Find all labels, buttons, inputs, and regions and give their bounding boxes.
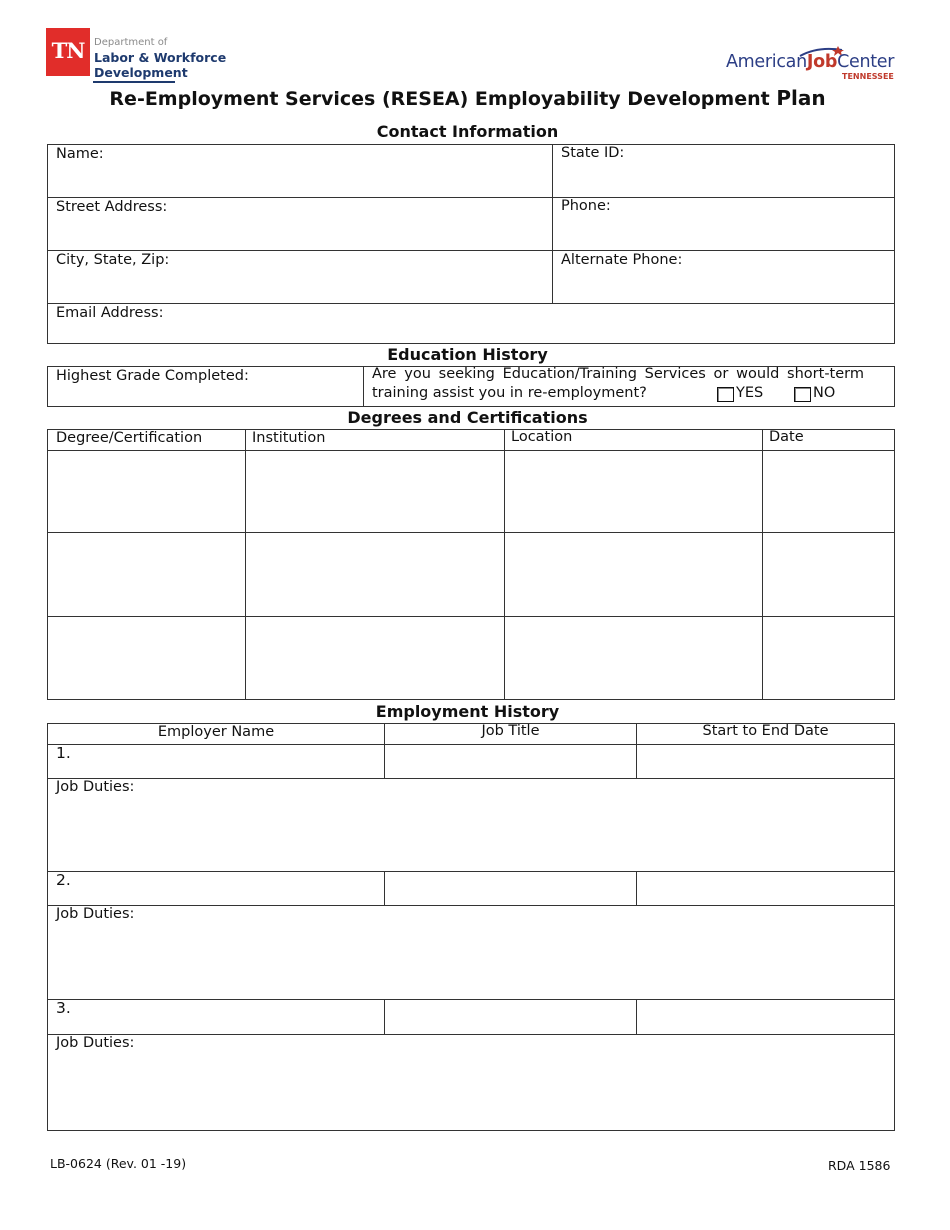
training-question-line2: training assist you in re-employment?: [372, 385, 647, 401]
institution-cell[interactable]: [245, 616, 505, 700]
job-duties-field[interactable]: [47, 1034, 895, 1131]
no-label: NO: [813, 385, 836, 401]
dept-underline: [93, 81, 175, 83]
state-id-label: State ID:: [561, 145, 625, 161]
contact-heading: Contact Information: [376, 122, 559, 141]
dept-prefix: Department of: [94, 37, 168, 48]
dept-line2: Development: [94, 65, 188, 80]
title-main: Re-Employment Services (RESEA) Employability Development: [109, 88, 777, 110]
entry-number: 2.: [56, 871, 71, 889]
page-title: [0, 86, 935, 110]
no-checkbox[interactable]: [794, 387, 811, 402]
job-duties-label: Job Duties:: [56, 906, 135, 922]
job-title-col-label: Job Title: [481, 723, 540, 739]
email-label: Email Address:: [56, 305, 164, 321]
entry-number: 3.: [56, 999, 71, 1017]
location-cell[interactable]: [504, 616, 763, 700]
ajc-state: TENNESSEE: [842, 72, 894, 81]
dates-cell[interactable]: [636, 744, 895, 779]
dates-col-label: Start to End Date: [702, 723, 829, 739]
date-cell[interactable]: [762, 616, 895, 700]
job-title-cell[interactable]: [384, 999, 637, 1035]
location-cell[interactable]: [504, 532, 763, 617]
phone-label: Phone:: [561, 198, 611, 214]
date-cell[interactable]: [762, 532, 895, 617]
entry-number: 1.: [56, 744, 71, 762]
employer-name-cell[interactable]: [47, 999, 385, 1035]
degree-cell[interactable]: [47, 450, 246, 533]
yes-label: YES: [736, 385, 764, 401]
location-col-label: Location: [511, 429, 573, 445]
employer-col-label: Employer Name: [157, 724, 275, 740]
dept-line1: Labor & Workforce: [94, 50, 227, 65]
title-end: Plan: [776, 86, 826, 110]
training-question-line1: Are you seeking Education/Training Services or would short-term: [372, 366, 864, 382]
job-duties-label: Job Duties:: [56, 779, 135, 795]
job-title-cell[interactable]: [384, 871, 637, 906]
dates-cell[interactable]: [636, 871, 895, 906]
job-title-cell[interactable]: [384, 744, 637, 779]
ajc-job: Job: [806, 52, 838, 72]
institution-col-label: Institution: [252, 430, 326, 446]
name-label: Name:: [56, 146, 104, 162]
date-cell[interactable]: [762, 450, 895, 533]
location-cell[interactable]: [504, 450, 763, 533]
degree-col-label: Degree/Certification: [56, 430, 203, 446]
degrees-heading: Degrees and Certifications: [347, 408, 588, 427]
city-label: City, State, Zip:: [56, 252, 170, 268]
institution-cell[interactable]: [245, 450, 505, 533]
name-field[interactable]: [47, 144, 553, 198]
employer-name-cell[interactable]: [47, 744, 385, 779]
employer-name-cell[interactable]: [47, 871, 385, 906]
dates-cell[interactable]: [636, 999, 895, 1035]
degree-cell[interactable]: [47, 532, 246, 617]
job-duties-label: Job Duties:: [56, 1035, 135, 1051]
grade-label: Highest Grade Completed:: [56, 368, 249, 384]
job-duties-field[interactable]: [47, 905, 895, 1000]
degree-cell[interactable]: [47, 616, 246, 700]
dept-name: [94, 50, 226, 80]
email-field[interactable]: [47, 303, 895, 344]
date-col-label: Date: [769, 429, 804, 445]
rda-number: RDA 1586: [828, 1158, 891, 1173]
job-duties-field[interactable]: [47, 778, 895, 872]
education-heading: Education History: [387, 345, 548, 364]
ajc-center: Center: [837, 52, 895, 72]
yes-checkbox[interactable]: [717, 387, 734, 402]
tn-logo: TN: [46, 28, 90, 76]
street-label: Street Address:: [56, 199, 168, 215]
institution-cell[interactable]: [245, 532, 505, 617]
employment-heading: Employment History: [375, 702, 560, 721]
form-number: LB-0624 (Rev. 01 -19): [50, 1156, 187, 1171]
american-job-center-logo: [726, 52, 894, 72]
ajc-american: American: [726, 52, 807, 72]
alt-phone-label: Alternate Phone:: [561, 252, 683, 268]
